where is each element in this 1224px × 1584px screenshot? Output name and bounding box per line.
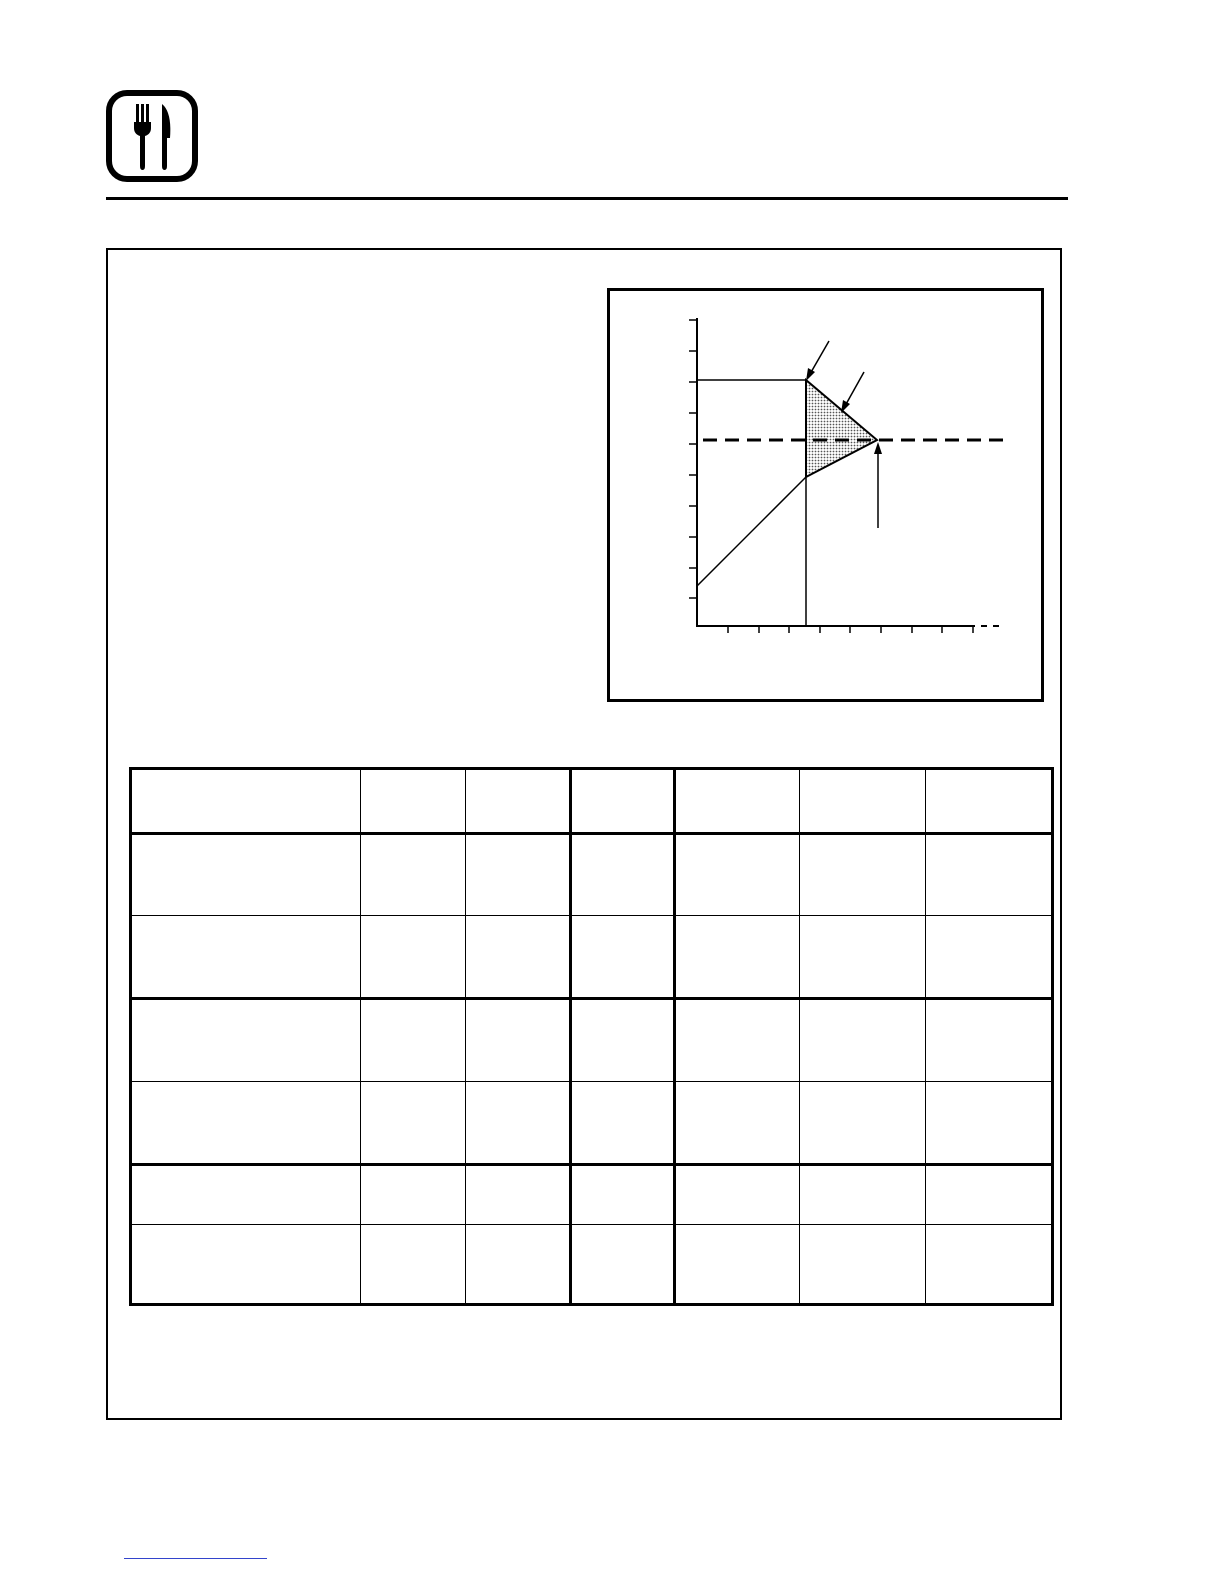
table-row (131, 1225, 1053, 1305)
table-cell (466, 1082, 571, 1165)
table-cell (800, 1165, 926, 1225)
table-row (131, 1082, 1053, 1165)
table-cell (675, 999, 800, 1082)
header-cell (131, 769, 361, 834)
table-cell (800, 916, 926, 999)
header-cell (675, 769, 800, 834)
table-cell (926, 1225, 1053, 1305)
table-cell (675, 834, 800, 916)
header-cell (571, 769, 675, 834)
header-cell (800, 769, 926, 834)
table-cell (800, 1225, 926, 1305)
table-row (131, 999, 1053, 1082)
table-cell (466, 834, 571, 916)
table-cell (361, 1082, 466, 1165)
table-cell (571, 916, 675, 999)
header-cell (466, 769, 571, 834)
table-cell (361, 999, 466, 1082)
table-cell (926, 1165, 1053, 1225)
table-cell (571, 1165, 675, 1225)
table-cell (131, 1225, 361, 1305)
table-cell (361, 916, 466, 999)
table-cell (466, 916, 571, 999)
header-cell (926, 769, 1053, 834)
table-cell (800, 1082, 926, 1165)
table-cell (926, 1082, 1053, 1165)
y-ticks (689, 320, 697, 598)
table-cell (675, 916, 800, 999)
table-cell (800, 834, 926, 916)
table-row (131, 1165, 1053, 1225)
table-cell (361, 834, 466, 916)
arrow-head-3 (874, 442, 882, 454)
table-cell (571, 1225, 675, 1305)
table-header-row (131, 769, 1053, 834)
arrow-head-1 (806, 368, 815, 381)
shaded-triangle (806, 380, 877, 477)
table-cell (361, 1165, 466, 1225)
table-cell (800, 999, 926, 1082)
table-cell (131, 999, 361, 1082)
table-cell (675, 1082, 800, 1165)
arrow-head-2 (841, 400, 850, 413)
table-cell (571, 834, 675, 916)
table-cell (466, 1165, 571, 1225)
rising-line (697, 477, 806, 586)
arrow-line-1 (810, 341, 829, 374)
table-cell (926, 916, 1053, 999)
table-cell (131, 1082, 361, 1165)
header-cell (361, 769, 466, 834)
data-table (129, 767, 1054, 1306)
table-cell (131, 916, 361, 999)
x-ticks (728, 626, 973, 633)
table-row (131, 916, 1053, 999)
table-cell (131, 1165, 361, 1225)
header-rule (106, 197, 1068, 200)
table-cell (571, 1082, 675, 1165)
table-cell (571, 999, 675, 1082)
table-cell (466, 999, 571, 1082)
table-cell (361, 1225, 466, 1305)
table-cell (926, 834, 1053, 916)
footer-link[interactable] (124, 1558, 267, 1559)
table-cell (675, 1165, 800, 1225)
table-cell (675, 1225, 800, 1305)
arrow-line-2 (845, 372, 864, 406)
table-cell (466, 1225, 571, 1305)
table-cell (926, 999, 1053, 1082)
table-cell (131, 834, 361, 916)
table-row (131, 834, 1053, 916)
fork-knife-icon (106, 90, 198, 182)
figure-diagram (607, 288, 1044, 702)
